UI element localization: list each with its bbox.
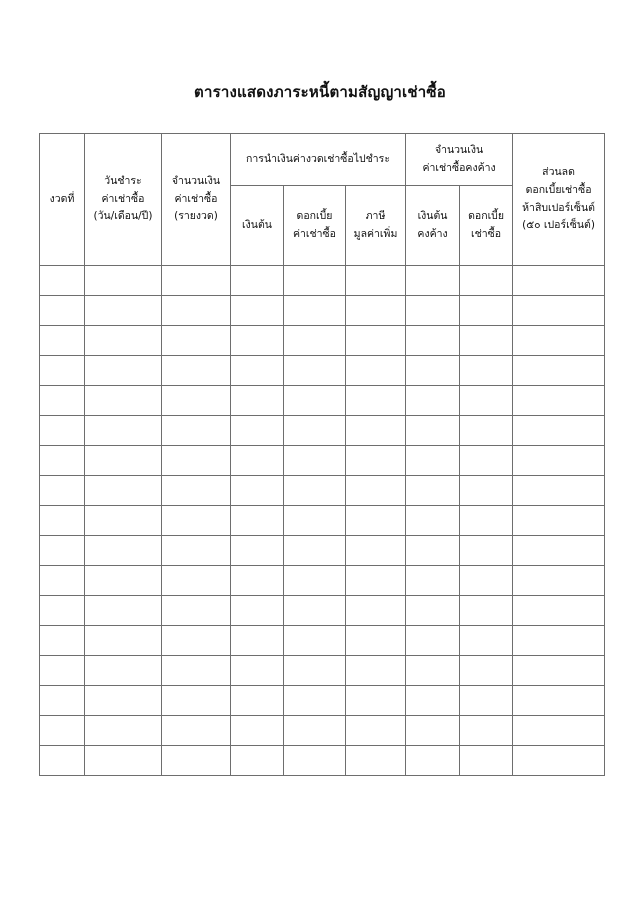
table-cell	[513, 266, 605, 296]
header-vat: ภาษี มูลค่าเพิ่ม	[346, 186, 406, 266]
table-row	[40, 476, 605, 506]
table-row	[40, 386, 605, 416]
table-cell	[460, 326, 513, 356]
table-cell	[231, 596, 284, 626]
table-cell	[162, 386, 231, 416]
table-cell	[40, 296, 85, 326]
table-cell	[162, 506, 231, 536]
table-cell	[40, 596, 85, 626]
table-cell	[284, 416, 346, 446]
table-cell	[513, 386, 605, 416]
table-cell	[346, 626, 406, 656]
table-cell	[284, 356, 346, 386]
table-cell	[85, 716, 162, 746]
table-cell	[85, 446, 162, 476]
table-row	[40, 446, 605, 476]
table-cell	[85, 686, 162, 716]
table-cell	[231, 296, 284, 326]
table-cell	[85, 746, 162, 776]
table-cell	[162, 596, 231, 626]
table-cell	[162, 326, 231, 356]
table-cell	[406, 566, 460, 596]
table-cell	[284, 326, 346, 356]
header-installment: งวดที่	[40, 134, 85, 266]
table-cell	[513, 746, 605, 776]
table-cell	[513, 446, 605, 476]
table-cell	[460, 506, 513, 536]
table-row	[40, 506, 605, 536]
table-cell	[346, 296, 406, 326]
table-cell	[406, 416, 460, 446]
table-cell	[406, 476, 460, 506]
table-cell	[346, 686, 406, 716]
table-cell	[513, 566, 605, 596]
table-cell	[406, 326, 460, 356]
table-cell	[460, 296, 513, 326]
table-cell	[40, 626, 85, 656]
table-cell	[231, 626, 284, 656]
header-outstanding-group: จำนวนเงิน ค่าเช่าซื้อคงค้าง	[406, 134, 513, 186]
table-cell	[40, 566, 85, 596]
table-cell	[513, 626, 605, 656]
table-cell	[85, 296, 162, 326]
table-row	[40, 656, 605, 686]
table-cell	[460, 416, 513, 446]
table-cell	[406, 506, 460, 536]
table-cell	[162, 446, 231, 476]
table-row	[40, 296, 605, 326]
table-cell	[406, 296, 460, 326]
table-cell	[513, 596, 605, 626]
table-cell	[85, 476, 162, 506]
table-cell	[231, 536, 284, 566]
table-cell	[346, 266, 406, 296]
table-cell	[231, 506, 284, 536]
table-cell	[40, 476, 85, 506]
table-cell	[460, 476, 513, 506]
table-cell	[85, 626, 162, 656]
table-cell	[346, 386, 406, 416]
table-cell	[460, 266, 513, 296]
table-cell	[162, 716, 231, 746]
header-pay-date: วันชำระ ค่าเช่าซื้อ (วัน/เดือน/ปี)	[85, 134, 162, 266]
table-cell	[40, 266, 85, 296]
table-cell	[284, 266, 346, 296]
table-cell	[284, 506, 346, 536]
table-cell	[231, 686, 284, 716]
table-cell	[40, 746, 85, 776]
table-cell	[513, 686, 605, 716]
header-interest: ดอกเบี้ย ค่าเช่าซื้อ	[284, 186, 346, 266]
table-cell	[231, 476, 284, 506]
table-cell	[85, 566, 162, 596]
header-outstanding-interest: ดอกเบี้ย เช่าซื้อ	[460, 186, 513, 266]
table-cell	[231, 326, 284, 356]
header-payment-group: การนำเงินค่างวดเช่าซื้อไปชำระ	[231, 134, 406, 186]
table-cell	[460, 446, 513, 476]
table-cell	[513, 296, 605, 326]
table-cell	[406, 536, 460, 566]
table-cell	[162, 266, 231, 296]
header-row-top	[40, 134, 605, 186]
table-cell	[284, 566, 346, 596]
table-cell	[406, 686, 460, 716]
table-cell	[162, 476, 231, 506]
table-cell	[513, 716, 605, 746]
table-cell	[346, 476, 406, 506]
table-cell	[460, 536, 513, 566]
header-outstanding-principal: เงินต้น คงค้าง	[406, 186, 460, 266]
table-cell	[406, 596, 460, 626]
table-cell	[284, 446, 346, 476]
table-cell	[513, 506, 605, 536]
table-cell	[284, 716, 346, 746]
table-cell	[231, 416, 284, 446]
table-cell	[85, 596, 162, 626]
table-cell	[346, 656, 406, 686]
table-cell	[162, 416, 231, 446]
table-cell	[40, 686, 85, 716]
table-cell	[406, 656, 460, 686]
header-amount: จำนวนเงิน ค่าเช่าซื้อ (รายงวด)	[162, 134, 231, 266]
table-cell	[162, 566, 231, 596]
table-cell	[85, 326, 162, 356]
table-cell	[284, 746, 346, 776]
table-cell	[40, 446, 85, 476]
table-row	[40, 416, 605, 446]
table-cell	[346, 356, 406, 386]
table-cell	[460, 596, 513, 626]
table-cell	[513, 476, 605, 506]
table-cell	[406, 446, 460, 476]
table-row	[40, 326, 605, 356]
table-cell	[284, 626, 346, 656]
table-cell	[460, 386, 513, 416]
table-cell	[284, 686, 346, 716]
table-cell	[162, 746, 231, 776]
table-cell	[40, 656, 85, 686]
table-body	[40, 266, 605, 776]
table-cell	[406, 356, 460, 386]
table-cell	[231, 716, 284, 746]
table-row	[40, 356, 605, 386]
table-cell	[513, 656, 605, 686]
table-row	[40, 746, 605, 776]
page-title: ตารางแสดงภาระหนี้ตามสัญญาเช่าซื้อ	[194, 83, 446, 101]
debt-schedule-table	[39, 133, 605, 776]
table-cell	[162, 296, 231, 326]
table-cell	[284, 656, 346, 686]
table-cell	[346, 596, 406, 626]
table-cell	[346, 566, 406, 596]
table-cell	[85, 536, 162, 566]
table-cell	[162, 356, 231, 386]
table-cell	[162, 656, 231, 686]
table-cell	[346, 746, 406, 776]
table-row	[40, 566, 605, 596]
table-cell	[85, 386, 162, 416]
table-cell	[231, 566, 284, 596]
table-cell	[284, 386, 346, 416]
table-cell	[460, 686, 513, 716]
table-cell	[40, 716, 85, 746]
table-cell	[346, 326, 406, 356]
table-cell	[406, 716, 460, 746]
table-cell	[460, 656, 513, 686]
table-cell	[346, 536, 406, 566]
table-cell	[284, 476, 346, 506]
table-cell	[231, 656, 284, 686]
table-cell	[284, 296, 346, 326]
table-row	[40, 596, 605, 626]
table-row	[40, 716, 605, 746]
header-principal: เงินต้น	[231, 186, 284, 266]
table-cell	[231, 386, 284, 416]
table-cell	[346, 446, 406, 476]
table-cell	[40, 326, 85, 356]
table-cell	[231, 746, 284, 776]
table-row	[40, 626, 605, 656]
header-discount: ส่วนลด ดอกเบี้ยเช่าซื้อ ห้าสิบเปอร์เซ็นต์ (๕๐ เปอร์เซ็นต์)	[513, 134, 605, 266]
table-cell	[231, 446, 284, 476]
table-cell	[231, 356, 284, 386]
table-cell	[513, 536, 605, 566]
table-cell	[85, 416, 162, 446]
table-cell	[85, 356, 162, 386]
table-cell	[85, 266, 162, 296]
table-cell	[284, 536, 346, 566]
table-cell	[284, 596, 346, 626]
table-cell	[85, 506, 162, 536]
table-row	[40, 536, 605, 566]
table-row	[40, 266, 605, 296]
table-cell	[346, 716, 406, 746]
table-cell	[460, 626, 513, 656]
table-cell	[162, 626, 231, 656]
table-cell	[460, 716, 513, 746]
table-cell	[513, 356, 605, 386]
table-cell	[40, 386, 85, 416]
table-cell	[346, 506, 406, 536]
table-cell	[406, 386, 460, 416]
table-cell	[460, 356, 513, 386]
table-cell	[231, 266, 284, 296]
table-cell	[513, 416, 605, 446]
table-cell	[460, 746, 513, 776]
table-cell	[40, 506, 85, 536]
table-row	[40, 686, 605, 716]
table-cell	[346, 416, 406, 446]
table-cell	[460, 566, 513, 596]
table-cell	[406, 746, 460, 776]
table-cell	[406, 266, 460, 296]
table-cell	[40, 536, 85, 566]
table-cell	[513, 326, 605, 356]
table-cell	[162, 536, 231, 566]
table-cell	[40, 416, 85, 446]
table-cell	[40, 356, 85, 386]
table-cell	[85, 656, 162, 686]
table-cell	[162, 686, 231, 716]
table-cell	[406, 626, 460, 656]
